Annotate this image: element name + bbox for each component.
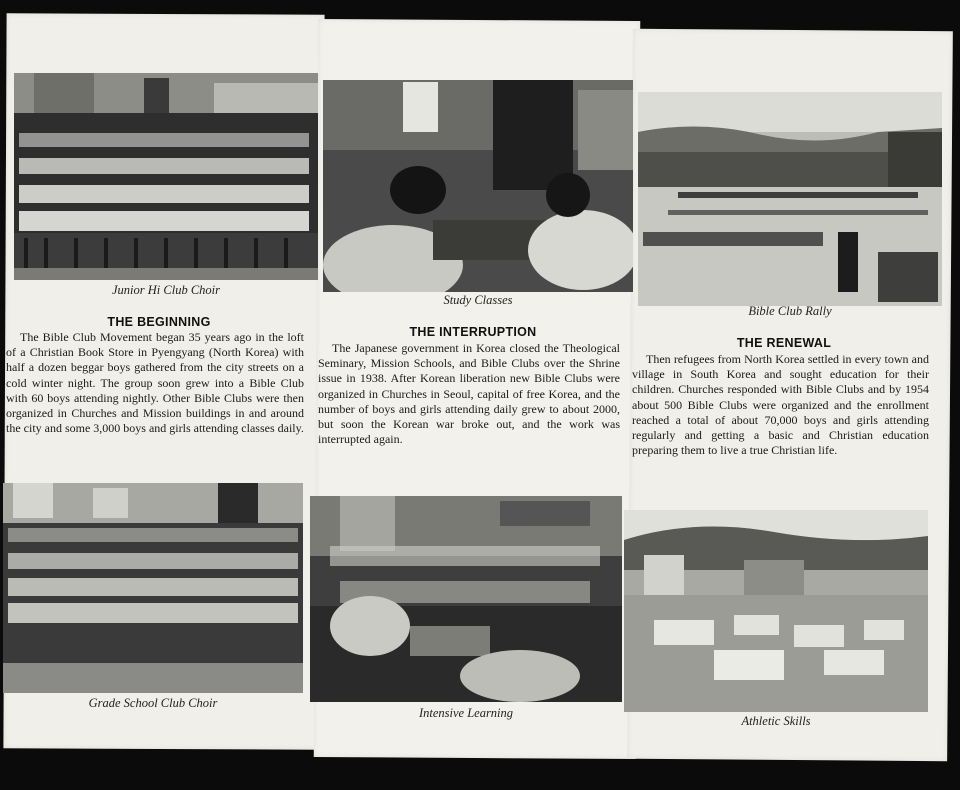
junior-hi-club-choir-photo bbox=[14, 73, 318, 280]
photo-caption: Athletic Skills bbox=[741, 714, 811, 728]
intensive-learning-photo bbox=[310, 496, 622, 702]
photo-caption: Intensive Learning bbox=[418, 706, 514, 720]
section-body: Then refugees from North Korea settled in every town and village in South Korea and sought education for their children. Churches responded with Bible Clubs and by 1954 about 500 Bible Clubs were organized and the enrollment reached a total of about 70,000 boys and girls attending regularly and getting a basic and Christian education preparing them to live a true Christian life. bbox=[632, 352, 929, 458]
section-body: The Japanese government in Korea closed the Theological Seminary, Mission Schools, and Bible Clubs over the Shrine issue in 1938. After Korean liberation new Bible Clubs were organized in Churches in Seoul, capital of free Korea, and the number of boys and girls attending daily grew to about 2000, but soon the Korean war broke out, and the work was interrupted again. bbox=[318, 341, 620, 447]
photo-caption: Bible Club Rally bbox=[748, 304, 832, 318]
section-body: The Bible Club Movement began 35 years ago in the loft of a Christian Book Store in Pyengyang (North Korea) with half a dozen beggar boys gathered from the city streets on a cold winter night. The group soon grew into a Bible Club with 60 boys attending nightly. Other Bible Clubs were then organized in Churches and Mission buildings in and around the city and some 3,000 boys and girls attending classes daily. bbox=[6, 330, 304, 436]
section-heading: THE BEGINNING bbox=[107, 315, 211, 329]
photo-caption: Junior Hi Club Choir bbox=[112, 283, 220, 297]
grade-school-club-choir-photo bbox=[3, 483, 303, 693]
photo-caption: Grade School Club Choir bbox=[88, 696, 218, 710]
athletic-skills-photo bbox=[624, 510, 928, 712]
photo-caption: Study Classes bbox=[443, 293, 513, 307]
study-classes-photo bbox=[323, 80, 633, 292]
section-heading: THE INTERRUPTION bbox=[409, 325, 537, 339]
section-heading: THE RENEWAL bbox=[736, 336, 832, 350]
bible-club-rally-photo bbox=[638, 92, 942, 306]
